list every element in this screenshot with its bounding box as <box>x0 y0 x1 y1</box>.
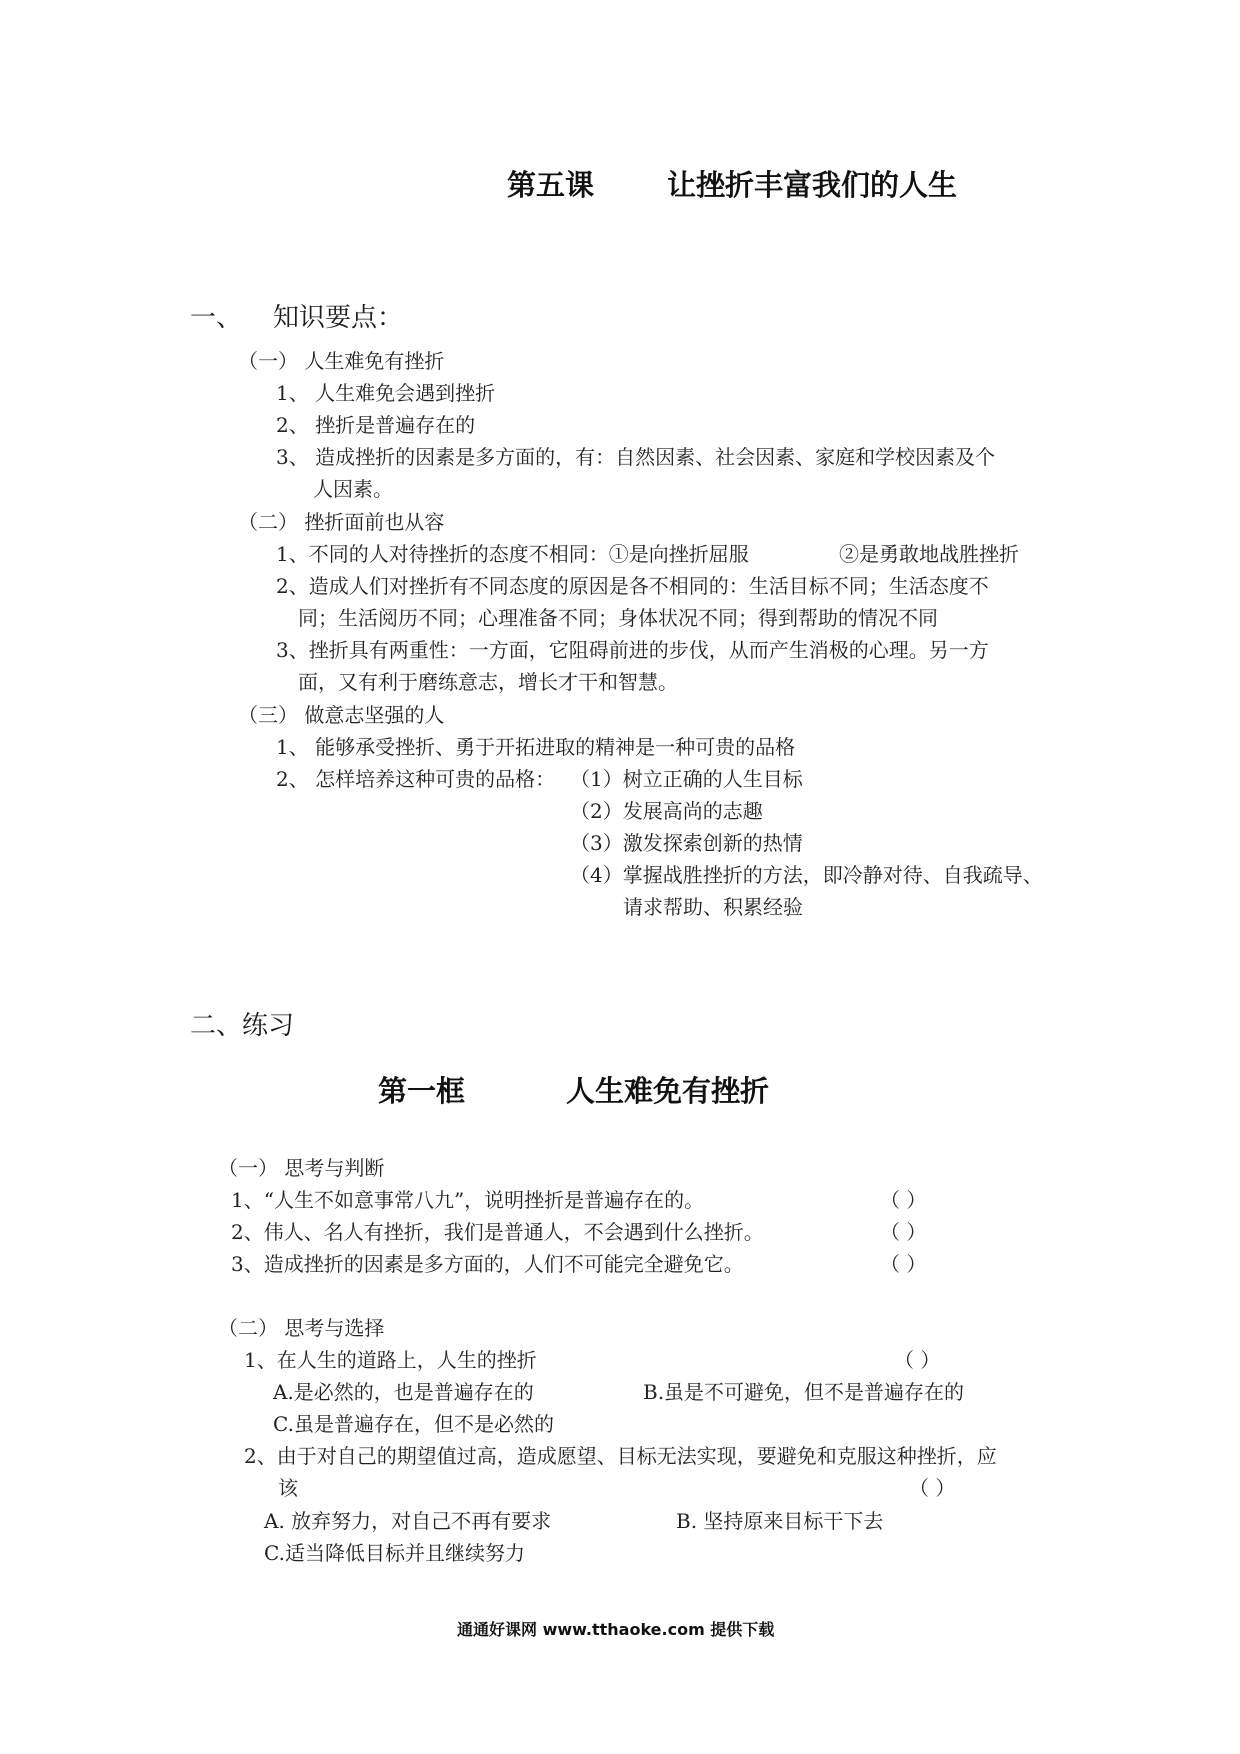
choice-q1-option-b: B.虽是不可避免，但不是普遍存在的 <box>643 1380 965 1404</box>
choice-heading: （二） 思考与选择 <box>218 1316 385 1340</box>
part2-item1-b: ②是勇敢地战胜挫折 <box>839 542 1019 566</box>
part3-method4-continuation: 请求帮助、积累经验 <box>623 895 803 919</box>
part2-item3-line1: 3、挫折具有两重性：一方面，它阻碍前进的步伐，从而产生消极的心理。另一方 <box>276 638 989 662</box>
part3-method: （4）掌握战胜挫折的方法，即冷静对待、自我疏导、 <box>570 863 1043 887</box>
section2-heading: 二、练习 <box>190 1011 295 1041</box>
judge-answer-bracket: （ ） <box>880 1252 927 1276</box>
judge-item: 3、造成挫折的因素是多方面的，人们不可能完全避免它。 <box>231 1252 744 1276</box>
judge-item: 1、“人生不如意事常八九”，说明挫折是普遍存在的。 <box>231 1188 705 1212</box>
judge-heading: （一） 思考与判断 <box>218 1156 385 1180</box>
part3-heading: （三） 做意志坚强的人 <box>238 703 445 727</box>
judge-answer-bracket: （ ） <box>880 1220 927 1244</box>
part1-item: 1、 人生难免会遇到挫折 <box>276 381 496 405</box>
lesson-number: 第五课 <box>507 168 595 202</box>
part2-heading: （二） 挫折面前也从容 <box>238 510 445 534</box>
lesson-title: 让挫折丰富我们的人生 <box>667 168 958 202</box>
part3-item2-prefix: 2、 怎样培养这种可贵的品格： <box>276 767 556 791</box>
part3-method: （3）激发探索创新的热情 <box>570 831 803 855</box>
part1-item: 3、 造成挫折的因素是多方面的，有：自然因素、社会因素、家庭和学校因素及个 <box>276 445 996 469</box>
judge-answer-bracket: （ ） <box>880 1188 927 1212</box>
choice-q2-option-a: A. 放弃努力，对自己不再有要求 <box>264 1509 552 1533</box>
choice-q2-option-b: B. 坚持原来目标干下去 <box>676 1509 884 1533</box>
part3-item1: 1、 能够承受挫折、勇于开拓进取的精神是一种可贵的品格 <box>276 735 796 759</box>
part2-item3-line2: 面，又有利于磨练意志，增长才干和智慧。 <box>298 670 678 694</box>
choice-q1-stem: 1、在人生的道路上，人生的挫折 <box>244 1348 537 1372</box>
judge-item: 2、伟人、名人有挫折，我们是普通人，不会遇到什么挫折。 <box>231 1220 764 1244</box>
frame-title: 人生难免有挫折 <box>566 1074 770 1108</box>
choice-q2-bracket: （ ） <box>909 1476 956 1500</box>
frame-number: 第一框 <box>378 1074 466 1108</box>
part1-heading: （一） 人生难免有挫折 <box>238 349 445 373</box>
choice-q2-stem-line1: 2、由于对自己的期望值过高，造成愿望、目标无法实现，要避免和克服这种挫折，应 <box>244 1444 997 1468</box>
part2-item1-a: 1、不同的人对待挫折的态度不相同：①是向挫折屈服 <box>276 542 749 566</box>
section1-marker: 一、 <box>190 303 243 333</box>
choice-q1-option-a: A.是必然的，也是普遍存在的 <box>273 1380 534 1404</box>
part2-item2-line1: 2、造成人们对挫折有不同态度的原因是各不相同的：生活目标不同；生活态度不 <box>276 574 989 598</box>
part3-method: （2）发展高尚的志趣 <box>570 799 763 823</box>
choice-q2-option-c: C.适当降低目标并且继续努力 <box>264 1541 525 1565</box>
choice-q1-bracket: （ ） <box>894 1348 941 1372</box>
part3-method: （1）树立正确的人生目标 <box>570 767 803 791</box>
part1-item-continuation: 人因素。 <box>313 477 393 501</box>
page-footer: 通通好课网 www.tthaoke.com 提供下载 <box>457 1620 775 1639</box>
part1-item: 2、 挫折是普遍存在的 <box>276 413 476 437</box>
part2-item2-line2: 同；生活阅历不同；心理准备不同；身体状况不同；得到帮助的情况不同 <box>298 606 938 630</box>
choice-q1-option-c: C.虽是普遍存在，但不是必然的 <box>273 1412 554 1436</box>
choice-q2-stem-line2: 该 <box>278 1476 298 1500</box>
section1-heading: 知识要点： <box>273 303 404 333</box>
